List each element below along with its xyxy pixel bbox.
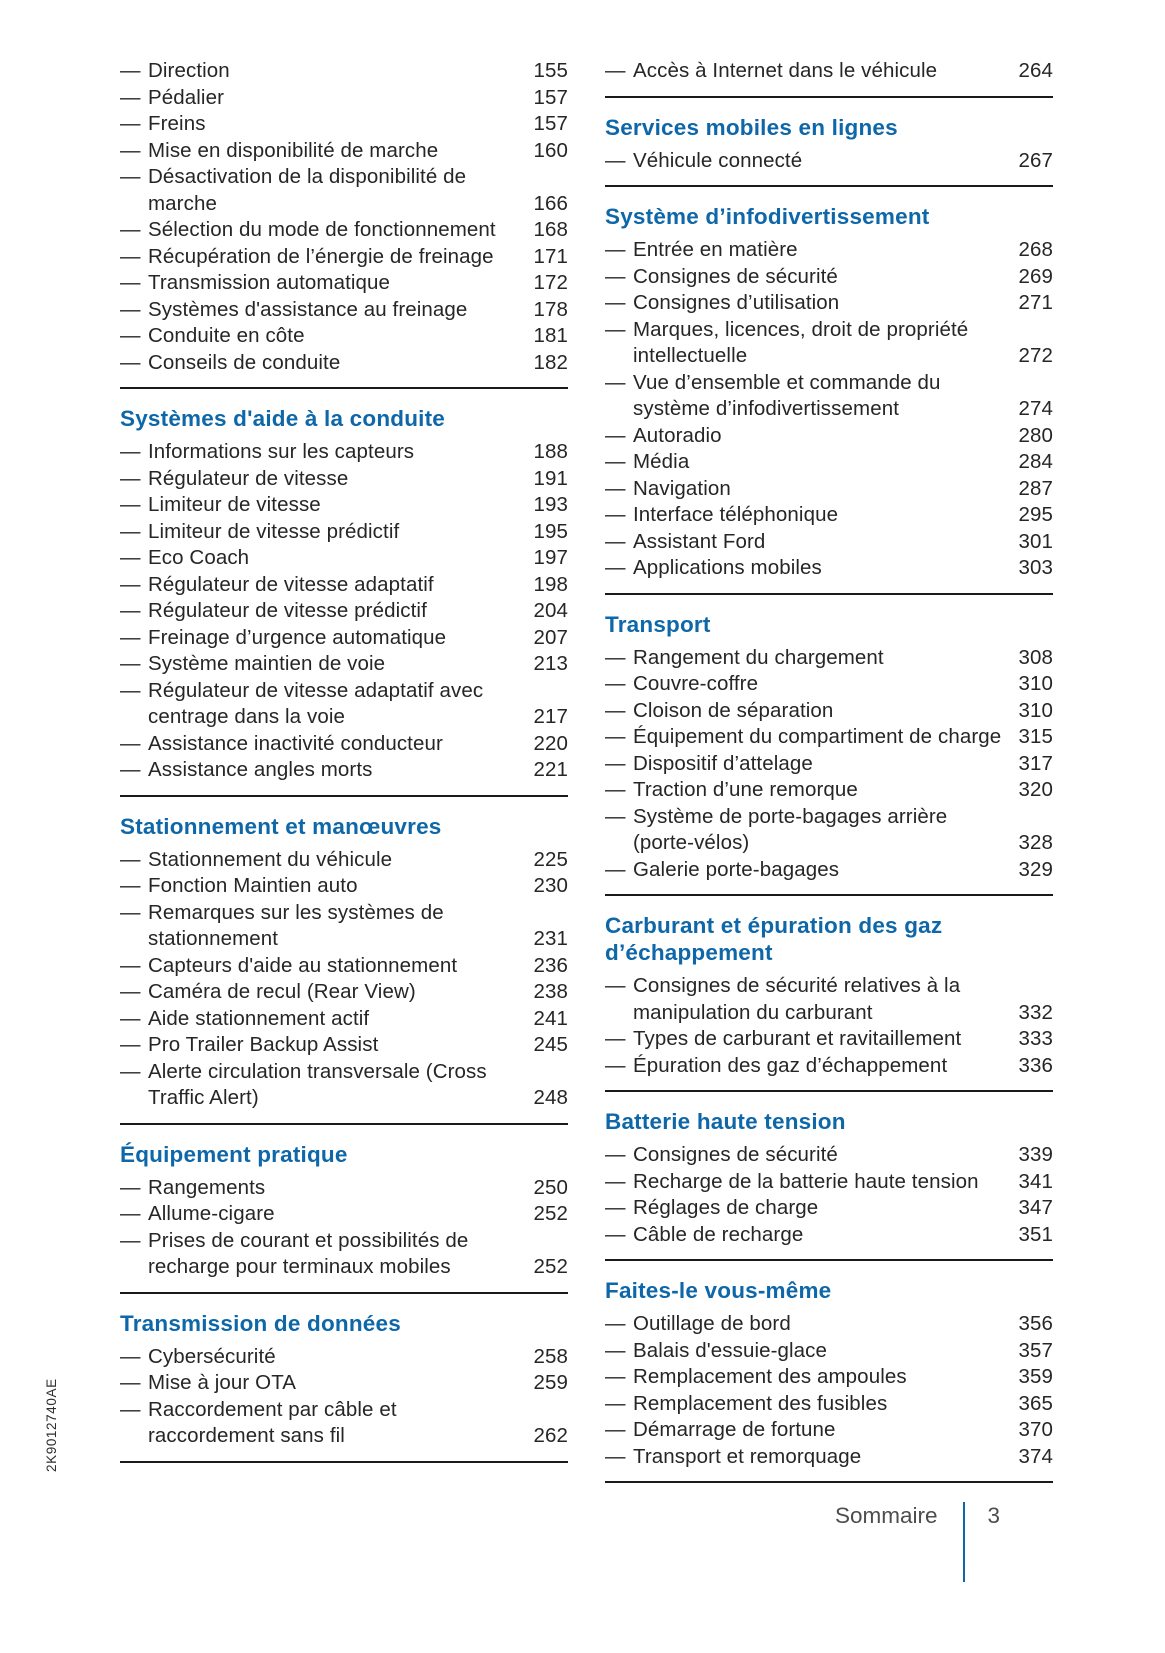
toc-entry[interactable] [605,529,1053,556]
toc-entry-page-number: 262 [533,1424,568,1447]
toc-entry-label: — Accès à Internet dans le véhicule [605,58,1010,85]
toc-entry-label: — Limiteur de vitesse prédictif [120,519,525,546]
toc-entry-page-number: 236 [533,953,568,977]
toc-entry[interactable] [605,671,1053,698]
toc-entry-label: — Consignes de sécurité relatives à la manipulation du carburant [605,973,1010,1026]
toc-entry-page-number: 315 [1018,725,1053,748]
toc-entry[interactable] [120,1397,568,1450]
toc-entry-page-number: 268 [1018,238,1053,261]
toc-section [120,1125,568,1294]
toc-entry[interactable] [120,678,568,731]
toc-entry-label: — Consignes d’utilisation [605,290,1010,317]
toc-entry[interactable] [605,1142,1053,1169]
toc-section [120,389,568,797]
toc-entry-page-number: 181 [533,324,568,347]
toc-entry-label: — Traction d’une remorque [605,777,1010,804]
toc-entry[interactable] [605,317,1053,370]
toc-entry[interactable] [605,237,1053,264]
toc-entry-page-number: 356 [1018,1312,1053,1335]
toc-entry-label: — Aide stationnement actif [120,1006,525,1033]
section-heading: Services mobiles en lignes [605,114,898,140]
toc-entry-page-number: 252 [533,1255,568,1278]
toc-entry[interactable] [605,370,1053,423]
toc-entry-label: — Direction [120,58,525,85]
toc-entry-label: — Navigation [605,476,1010,503]
toc-entry-page-number: 333 [1018,1027,1053,1050]
toc-entry-label: — Alerte circulation transversale (Cross Traffic Alert) [120,1059,525,1112]
toc-entry[interactable] [120,85,568,112]
toc-entry-label: — Système maintien de voie [120,651,525,678]
toc-entry[interactable] [605,1053,1053,1080]
toc-entry-page-number: 332 [1018,1000,1053,1024]
toc-entry-label: — Transport et remorquage [605,1444,1010,1471]
toc-entry-page-number: 250 [533,1175,568,1199]
toc-entry-label: — Câble de recharge [605,1222,1010,1249]
toc-entry-page-number: 172 [533,271,568,294]
toc-entry[interactable] [120,900,568,953]
toc-entry-page-number: 213 [533,652,568,675]
toc-entry-label: — Allume-cigare [120,1201,525,1228]
section-heading: Transmission de données [120,1310,401,1336]
toc-entry-page-number: 166 [533,191,568,215]
section-heading: Équipement pratique [120,1141,348,1167]
toc-entry-page-number: 317 [1018,751,1053,775]
document-code: 2K9012740AE [44,1378,59,1472]
toc-entry-page-number: 271 [1018,291,1053,314]
toc-column-right [605,58,1053,1483]
toc-entry-page-number: 157 [533,112,568,135]
toc-entry-page-number: 168 [533,218,568,241]
toc-entry[interactable] [120,138,568,165]
toc-entry[interactable] [605,1338,1053,1365]
toc-entry-page-number: 225 [533,847,568,871]
toc-entry-label: — Freins [120,111,525,138]
toc-entry-label: — Outillage de bord [605,1311,1010,1338]
toc-entry-page-number: 370 [1018,1418,1053,1441]
toc-entry-label: — Régulateur de vitesse adaptatif avec centrage dans la voie [120,678,525,731]
toc-entry[interactable] [605,148,1053,175]
toc-entry[interactable] [120,1032,568,1059]
toc-entry[interactable] [120,651,568,678]
toc-entry-page-number: 160 [533,138,568,162]
toc-entry[interactable] [120,979,568,1006]
toc-entry-page-number: 329 [1018,857,1053,881]
toc-entry[interactable] [605,555,1053,582]
section-heading: Système d’infodivertissement [605,204,930,229]
toc-entry-label: — Conseils de conduite [120,350,525,377]
toc-entry[interactable] [120,466,568,493]
toc-entry-page-number: 230 [533,874,568,897]
toc-entry-page-number: 188 [533,440,568,463]
toc-entry[interactable] [120,164,568,217]
toc-entry-label: — Média [605,449,1010,476]
toc-entry-page-number: 301 [1018,529,1053,553]
toc-entry-page-number: 303 [1018,556,1053,579]
toc-entry-label: — Mise en disponibilité de marche [120,138,525,165]
toc-entry-page-number: 308 [1018,645,1053,669]
toc-entry[interactable] [605,1364,1053,1391]
footer-page-number: 3 [987,1503,1000,1528]
toc-entry-page-number: 287 [1018,476,1053,500]
toc-entry-label: — Stationnement du véhicule [120,847,525,874]
toc-entry-label: — Raccordement par câble et raccordement sans fil [120,1397,525,1450]
toc-section [605,187,1053,595]
toc-entry-page-number: 336 [1018,1053,1053,1077]
toc-entry-page-number: 284 [1018,450,1053,473]
toc-entry[interactable] [120,244,568,271]
toc-entry[interactable] [605,1417,1053,1444]
toc-entry-page-number: 280 [1018,423,1053,447]
toc-entry[interactable] [605,645,1053,672]
toc-entry[interactable] [605,1169,1053,1196]
toc-section [120,1294,568,1463]
section-heading: Systèmes d'aide à la conduite [120,406,446,431]
toc-entry-page-number: 178 [533,297,568,321]
toc-entry-page-number: 193 [533,493,568,516]
toc-entry-label: — Remplacement des fusibles [605,1391,1010,1418]
toc-entry[interactable] [120,545,568,572]
toc-section [120,58,568,389]
toc-entry-page-number: 217 [533,705,568,728]
toc-entry[interactable] [120,873,568,900]
toc-entry-label: — Pro Trailer Backup Assist [120,1032,525,1059]
toc-entry-page-number: 258 [533,1344,568,1368]
toc-entry-page-number: 347 [1018,1196,1053,1219]
toc-entry-page-number: 365 [1018,1391,1053,1415]
toc-entry-page-number: 207 [533,625,568,649]
section-heading: Carburant et épuration des gaz d’échappement [605,913,943,965]
toc-entry-label: — Vue d’ensemble et commande du système d’infodivertissement [605,370,1010,423]
toc-entry[interactable] [120,350,568,377]
toc-entry-page-number: 328 [1018,831,1053,854]
toc-entry[interactable] [605,1391,1053,1418]
toc-entry-label: — Véhicule connecté [605,148,1010,175]
toc-entry-label: — Eco Coach [120,545,525,572]
toc-entry-label: — Assistant Ford [605,529,1010,556]
toc-entry-label: — Assistance inactivité conducteur [120,731,525,758]
toc-entry-label: — Équipement du compartiment de charge [605,724,1010,751]
toc-entry-label: — Mise à jour OTA [120,1370,525,1397]
toc-entry-label: — Système de porte-bagages arrière (porte-vélos) [605,804,1010,857]
toc-entry-label: — Types de carburant et ravitaillement [605,1026,1010,1053]
toc-entry[interactable] [605,857,1053,884]
toc-entry[interactable] [120,1201,568,1228]
toc-entry-label: — Entrée en matière [605,237,1010,264]
toc-entry-label: — Capteurs d'aide au stationnement [120,953,525,980]
toc-entry[interactable] [605,751,1053,778]
toc-entry-page-number: 252 [533,1202,568,1225]
toc-entry-label: — Fonction Maintien auto [120,873,525,900]
toc-entry[interactable] [120,1228,568,1281]
toc-entry-label: — Caméra de recul (Rear View) [120,979,525,1006]
toc-entry-label: — Sélection du mode de fonctionnement [120,217,525,244]
toc-entry[interactable] [605,58,1053,85]
toc-entry[interactable] [120,757,568,784]
toc-entry-label: — Systèmes d'assistance au freinage [120,297,525,324]
toc-entry[interactable] [605,973,1053,1026]
toc-entry-label: — Marques, licences, droit de propriété intellectuelle [605,317,1010,370]
toc-entry-page-number: 341 [1018,1169,1053,1193]
toc-entry[interactable] [605,502,1053,529]
toc-entry-label: — Galerie porte-bagages [605,857,1010,884]
toc-entry-page-number: 357 [1018,1338,1053,1362]
toc-entry-label: — Rangements [120,1175,525,1202]
toc-entry[interactable] [605,698,1053,725]
toc-entry[interactable] [120,1059,568,1112]
toc-entry-label: — Couvre-coffre [605,671,1010,698]
toc-entry[interactable] [605,1195,1053,1222]
toc-entry-label: — Épuration des gaz d’échappement [605,1053,1010,1080]
toc-entry-page-number: 157 [533,85,568,109]
toc-entry-label: — Transmission automatique [120,270,525,297]
toc-entry-label: — Consignes de sécurité [605,264,1010,291]
toc-entry-page-number: 198 [533,572,568,596]
toc-entry-label: — Récupération de l’énergie de freinage [120,244,525,271]
toc-entry-page-number: 274 [1018,397,1053,420]
toc-entry[interactable] [120,1370,568,1397]
toc-entry-label: — Consignes de sécurité [605,1142,1010,1169]
toc-entry-page-number: 310 [1018,672,1053,695]
toc-entry-label: — Cybersécurité [120,1344,525,1371]
toc-section [605,58,1053,98]
toc-entry-label: — Balais d'essuie-glace [605,1338,1010,1365]
toc-section [605,595,1053,897]
toc-entry[interactable] [120,625,568,652]
section-heading: Faites-le vous-même [605,1278,832,1303]
toc-entry[interactable] [120,217,568,244]
toc-entry[interactable] [120,519,568,546]
footer-section-label: Sommaire [834,1503,938,1528]
toc-entry-page-number: 259 [533,1371,568,1394]
toc-entry-page-number: 359 [1018,1365,1053,1388]
toc-entry[interactable] [605,804,1053,857]
toc-entry-label: — Assistance angles morts [120,757,525,784]
section-heading: Stationnement et manœuvres [120,813,442,839]
toc-entry[interactable] [605,724,1053,751]
toc-entry[interactable] [120,572,568,599]
toc-entry[interactable] [120,439,568,466]
toc-entry-label: — Réglages de charge [605,1195,1010,1222]
toc-entry-page-number: 272 [1018,344,1053,367]
footer [835,1502,1000,1582]
toc-entry-page-number: 248 [533,1086,568,1109]
toc-entry-page-number: 264 [1018,59,1053,82]
toc-entry-page-number: 374 [1018,1444,1053,1468]
toc-entry[interactable] [120,492,568,519]
toc-entry[interactable] [120,111,568,138]
toc-entry[interactable] [120,297,568,324]
toc-section [605,1092,1053,1261]
toc-entry-label: — Conduite en côte [120,323,525,350]
toc-entry[interactable] [605,290,1053,317]
toc-entry-page-number: 231 [533,927,568,950]
toc-entry-label: — Remplacement des ampoules [605,1364,1010,1391]
toc-entry-label: — Démarrage de fortune [605,1417,1010,1444]
toc-entry-page-number: 182 [533,350,568,374]
toc-entry[interactable] [120,1175,568,1202]
toc-section [605,1261,1053,1483]
toc-entry-label: — Informations sur les capteurs [120,439,525,466]
toc-section [605,896,1053,1092]
toc-entry-label: — Désactivation de la disponibilité de marche [120,164,525,217]
toc-entry[interactable] [120,847,568,874]
toc-entry-label: — Autoradio [605,423,1010,450]
toc-entry[interactable] [605,264,1053,291]
toc-entry-label: — Recharge de la batterie haute tension [605,1169,1010,1196]
toc-entry-page-number: 267 [1018,148,1053,172]
section-heading: Transport [605,611,711,637]
toc-entry[interactable] [605,449,1053,476]
toc-entry[interactable] [120,598,568,625]
toc-entry-label: — Freinage d’urgence automatique [120,625,525,652]
toc-section [120,797,568,1125]
toc-column-left [120,58,568,1483]
toc-entry-page-number: 195 [533,519,568,543]
toc-entry-page-number: 221 [533,758,568,781]
toc-entry-page-number: 295 [1018,503,1053,526]
toc-entry-label: — Applications mobiles [605,555,1010,582]
toc-entry-label: — Régulateur de vitesse [120,466,525,493]
toc-entry-label: — Remarques sur les systèmes de stationnement [120,900,525,953]
toc-entry[interactable] [120,731,568,758]
toc-entry-page-number: 191 [533,466,568,490]
toc-entry-label: — Interface téléphonique [605,502,1010,529]
toc-section [605,98,1053,188]
toc-entry[interactable] [605,1444,1053,1471]
toc-entry[interactable] [605,1311,1053,1338]
toc-entry-page-number: 269 [1018,264,1053,288]
toc-entry-page-number: 204 [533,599,568,622]
toc-entry[interactable] [120,58,568,85]
toc-entry[interactable] [120,270,568,297]
toc-entry-page-number: 339 [1018,1143,1053,1166]
toc-entry[interactable] [605,476,1053,503]
toc-entry-label: — Pédalier [120,85,525,112]
toc-entry-page-number: 238 [533,980,568,1003]
toc-columns [120,58,1053,1483]
toc-entry[interactable] [120,1344,568,1371]
toc-entry[interactable] [120,323,568,350]
toc-entry-label: — Cloison de séparation [605,698,1010,725]
toc-entry[interactable] [120,953,568,980]
toc-entry-page-number: 245 [533,1033,568,1056]
toc-entry-page-number: 220 [533,731,568,755]
toc-entry-label: — Régulateur de vitesse adaptatif [120,572,525,599]
footer-divider [963,1502,965,1582]
toc-entry-label: — Rangement du chargement [605,645,1010,672]
toc-entry-page-number: 197 [533,546,568,569]
toc-entry-label: — Dispositif d’attelage [605,751,1010,778]
toc-entry-label: — Limiteur de vitesse [120,492,525,519]
toc-entry-page-number: 171 [533,244,568,268]
toc-entry[interactable] [605,1222,1053,1249]
toc-entry-page-number: 155 [533,59,568,82]
toc-entry[interactable] [605,423,1053,450]
toc-entry-label: — Régulateur de vitesse prédictif [120,598,525,625]
toc-entry-page-number: 241 [533,1006,568,1030]
toc-entry[interactable] [605,1026,1053,1053]
toc-entry[interactable] [120,1006,568,1033]
toc-entry-page-number: 310 [1018,698,1053,722]
section-heading: Batterie haute tension [605,1109,846,1134]
toc-entry-label: — Prises de courant et possibilités de recharge pour terminaux mobiles [120,1228,525,1281]
toc-entry[interactable] [605,777,1053,804]
toc-entry-page-number: 351 [1018,1222,1053,1246]
toc-entry-page-number: 320 [1018,778,1053,801]
